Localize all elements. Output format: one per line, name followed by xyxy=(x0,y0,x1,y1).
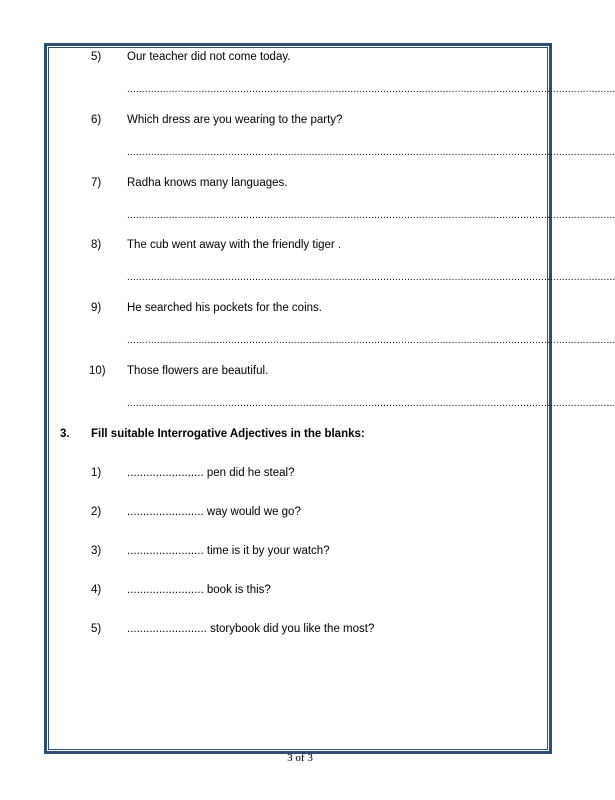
fill-blank-question xyxy=(127,506,301,518)
question-number: 2) xyxy=(91,506,102,518)
question-text: storybook did you like the most? xyxy=(206,623,375,635)
blank[interactable]: ......................... xyxy=(127,623,207,635)
question-number: 10) xyxy=(89,365,106,377)
blank[interactable]: ........................ xyxy=(127,584,204,596)
question-text: The cub went away with the friendly tiger . xyxy=(127,239,342,251)
question-number: 7) xyxy=(91,177,102,189)
blank[interactable]: ........................ xyxy=(127,467,204,479)
answer-line[interactable]: .................................................................................................................................................................... xyxy=(127,272,615,283)
blank[interactable]: ........................ xyxy=(127,545,204,557)
fill-blank-question xyxy=(127,545,330,557)
answer-line[interactable]: .................................................................................................................................................................... xyxy=(127,84,615,95)
question-text: pen did he steal? xyxy=(203,467,295,479)
section-number: 3. xyxy=(60,428,70,440)
question-text: Radha knows many languages. xyxy=(127,177,288,189)
question-number: 5) xyxy=(91,623,102,635)
question-text: way would we go? xyxy=(203,506,301,518)
question-text: book is this? xyxy=(203,584,271,596)
section-title: Fill suitable Interrogative Adjectives in the blanks: xyxy=(91,428,365,440)
question-number: 8) xyxy=(91,239,102,251)
question-text: Our teacher did not come today. xyxy=(127,51,291,63)
question-text: Those flowers are beautiful. xyxy=(127,365,269,377)
answer-line[interactable]: .................................................................................................................................................................... xyxy=(127,398,615,409)
question-number: 3) xyxy=(91,545,102,557)
answer-line[interactable]: .................................................................................................................................................................... xyxy=(127,210,615,221)
fill-blank-question xyxy=(127,623,374,635)
question-text: time is it by your watch? xyxy=(203,545,330,557)
question-text: He searched his pockets for the coins. xyxy=(127,302,322,314)
question-number: 4) xyxy=(91,584,102,596)
question-number: 6) xyxy=(91,114,102,126)
question-number: 1) xyxy=(91,467,102,479)
blank[interactable]: ........................ xyxy=(127,506,204,518)
answer-line[interactable]: .................................................................................................................................................................... xyxy=(127,147,615,158)
question-number: 9) xyxy=(91,302,102,314)
fill-blank-question xyxy=(127,584,271,596)
question-number: 5) xyxy=(91,51,102,63)
answer-line[interactable]: .................................................................................................................................................................... xyxy=(127,335,615,346)
question-text: Which dress are you wearing to the party? xyxy=(127,114,343,126)
fill-blank-question xyxy=(127,467,294,479)
page-number: 3 of 3 xyxy=(287,752,313,764)
